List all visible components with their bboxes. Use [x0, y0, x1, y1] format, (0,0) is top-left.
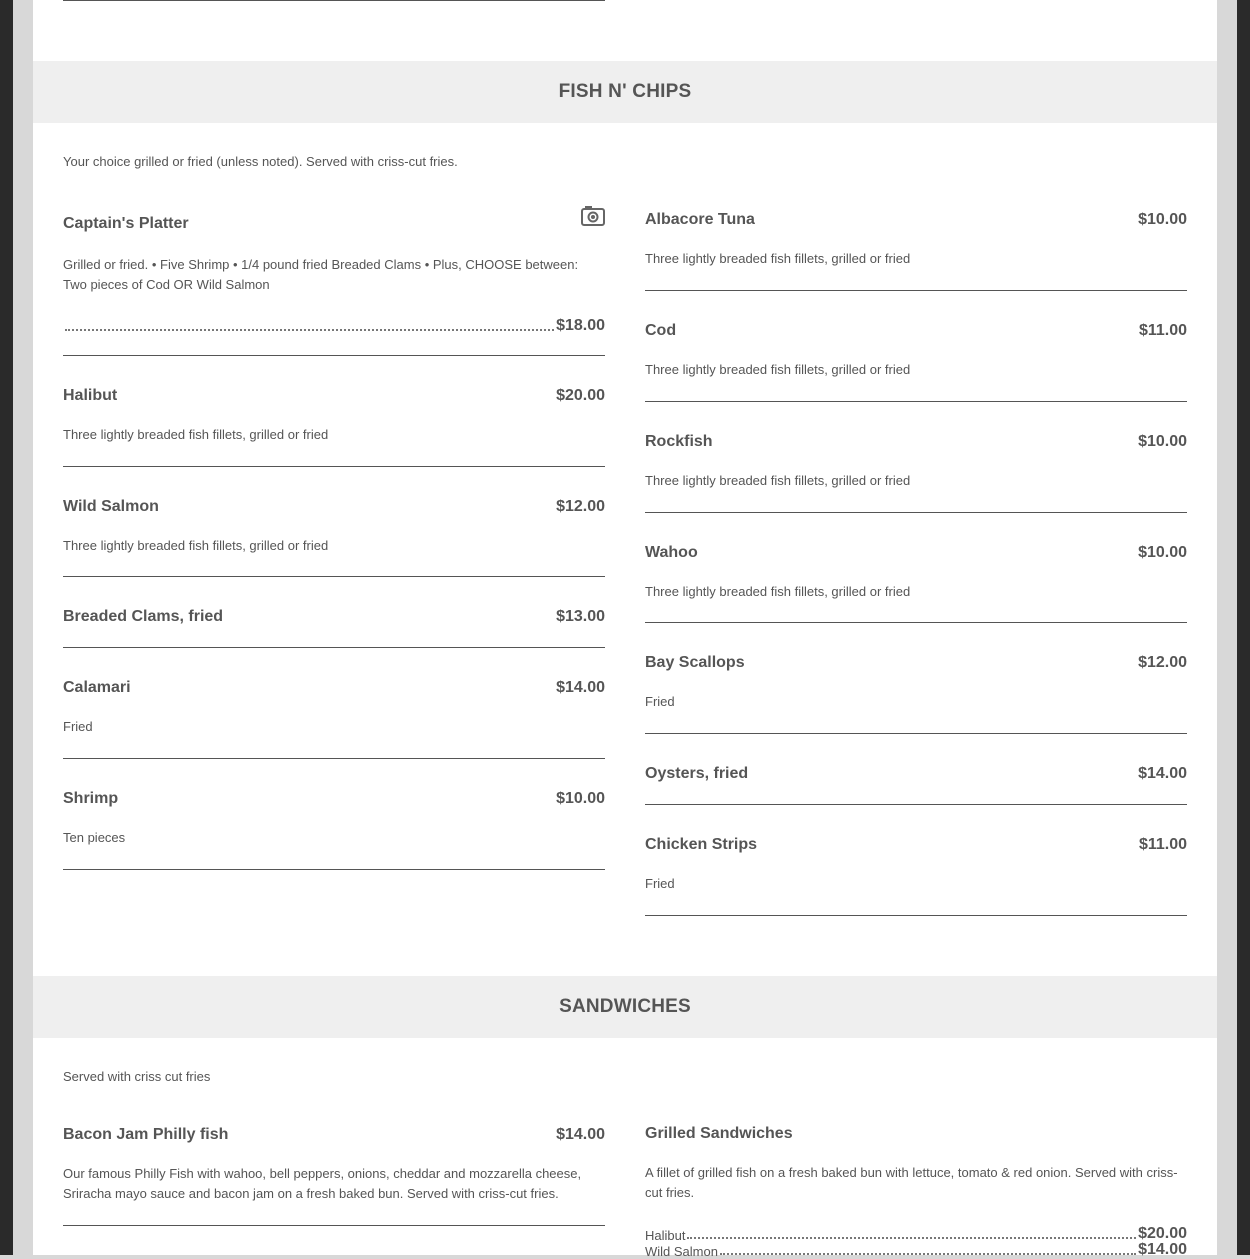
item-description: Grilled or fried. • Five Shrimp • 1/4 pound fried Breaded Clams • Plus, CHOOSE between: Two pieces of Cod OR Wild Salmon: [63, 257, 579, 292]
item-price: $13.00: [556, 608, 605, 625]
item-description: Three lightly breaded fish fillets, grilled or fried: [645, 584, 911, 599]
divider: [63, 0, 605, 1]
divider: [645, 915, 1187, 916]
item-name: Captain's Platter: [63, 215, 189, 232]
item-price: $14.00: [556, 1126, 605, 1143]
item-description: Fried: [63, 719, 93, 734]
item-price: $14.00: [556, 679, 605, 696]
item-name: Halibut: [63, 387, 118, 404]
item-price: $10.00: [1138, 211, 1187, 228]
item-price: $11.00: [1138, 836, 1187, 853]
item-price: $12.00: [556, 498, 605, 515]
divider: [645, 401, 1187, 402]
divider: [63, 647, 605, 648]
item-price: $18.00: [556, 317, 605, 334]
item-price: $11.00: [1138, 322, 1187, 339]
item-name: Bacon Jam Philly fish: [63, 1126, 229, 1143]
divider: [645, 290, 1187, 291]
section-description-sandwiches: Served with criss cut fries: [63, 1069, 211, 1084]
section-description-fish: Your choice grilled or fried (unless noted). Served with criss-cut fries.: [63, 154, 458, 169]
divider: [63, 1225, 605, 1226]
option-price: $14.00: [1138, 1241, 1187, 1258]
item-name: Chicken Strips: [645, 836, 758, 853]
option-price: $20.00: [1138, 1225, 1187, 1242]
item-name: Shrimp: [63, 790, 119, 807]
dot-leader: [65, 328, 554, 331]
item-description: A fillet of grilled fish on a fresh baked bun with lettuce, tomato & red onion. Served with criss-cut fries.: [645, 1165, 1178, 1200]
divider: [645, 622, 1187, 623]
item-name: Oysters, fried: [645, 765, 749, 782]
item-description: Three lightly breaded fish fillets, grilled or fried: [645, 251, 911, 266]
item-description: Three lightly breaded fish fillets, grilled or fried: [63, 538, 329, 553]
item-description: Ten pieces: [63, 830, 126, 845]
item-name: Rockfish: [645, 433, 713, 450]
camera-icon[interactable]: [581, 205, 605, 227]
price-row: [63, 315, 605, 335]
item-description: Fried: [645, 694, 675, 709]
item-price: $10.00: [1138, 433, 1187, 450]
item-price: $20.00: [556, 387, 605, 404]
divider: [645, 804, 1187, 805]
option-row-wild-salmon[interactable]: [645, 1239, 1187, 1259]
item-price: $10.00: [556, 790, 605, 807]
divider: [645, 512, 1187, 513]
divider: [63, 466, 605, 467]
item-name: Wahoo: [645, 544, 698, 561]
option-label: Halibut: [645, 1228, 686, 1243]
item-description: Fried: [645, 876, 675, 891]
divider: [63, 576, 605, 577]
item-name: Bay Scallops: [645, 654, 745, 671]
item-name: Calamari: [63, 679, 131, 696]
item-description: Our famous Philly Fish with wahoo, bell peppers, onions, cheddar and mozzarella cheese, Sriracha mayo sauce and bacon jam on a fresh baked bun. Served with criss-cut fries.: [63, 1166, 582, 1201]
item-name: Breaded Clams, fried: [63, 608, 224, 625]
divider: [63, 355, 605, 356]
window-edge-right: [1237, 0, 1250, 1255]
window-edge-left: [0, 0, 13, 1255]
item-price: $12.00: [1138, 654, 1187, 671]
item-name: Wild Salmon: [63, 498, 159, 515]
item-price: $14.00: [1138, 765, 1187, 782]
menu-page: [33, 0, 1217, 1259]
option-label: Wild Salmon: [645, 1244, 718, 1259]
item-description: Three lightly breaded fish fillets, grilled or fried: [63, 427, 329, 442]
divider: [63, 869, 605, 870]
item-description: Three lightly breaded fish fillets, grilled or fried: [645, 362, 911, 377]
item-price: $10.00: [1138, 544, 1187, 561]
divider: [63, 758, 605, 759]
item-name: Cod: [645, 322, 677, 339]
item-description: Three lightly breaded fish fillets, grilled or fried: [645, 473, 911, 488]
item-name: Grilled Sandwiches: [645, 1125, 793, 1142]
divider: [645, 733, 1187, 734]
section-header-sandwiches: SANDWICHES: [33, 976, 1217, 1038]
section-header-fish: FISH N' CHIPS: [33, 61, 1217, 123]
item-name: Albacore Tuna: [645, 211, 755, 228]
